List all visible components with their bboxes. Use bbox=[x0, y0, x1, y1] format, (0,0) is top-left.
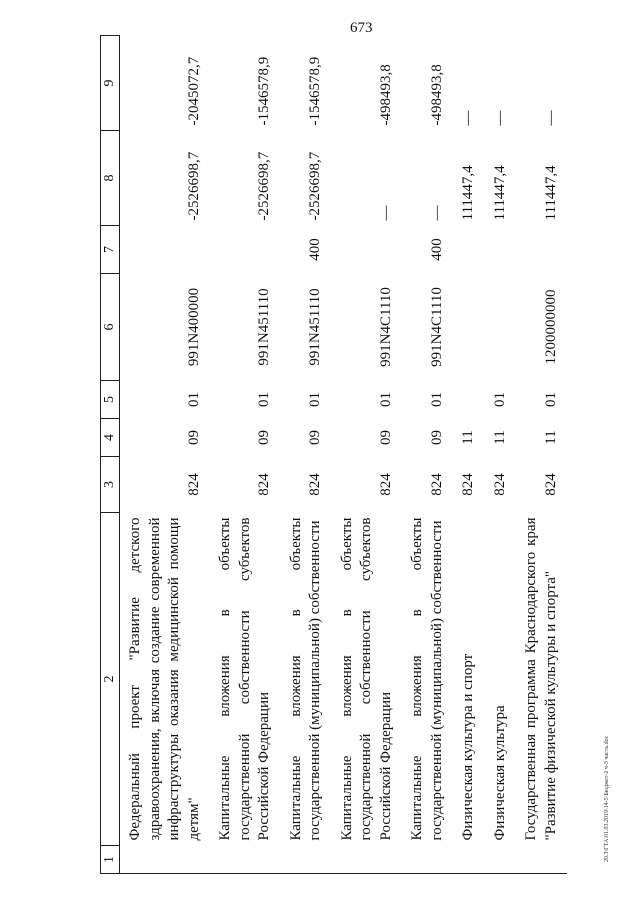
cell-ministry-code: 824 bbox=[491, 473, 508, 496]
cell-amount-9: -2045072,7 bbox=[120, 36, 211, 131]
cell-name: Физическая культура и спорт bbox=[460, 653, 477, 841]
cell-index bbox=[402, 846, 453, 874]
cell-index bbox=[453, 846, 485, 874]
cell-expense-type: 400 bbox=[307, 238, 324, 261]
cell-amount-9: -498493,8 bbox=[428, 64, 445, 126]
cell-amount-9: -1546578,9 bbox=[256, 56, 273, 126]
cell-name: Физическая культура bbox=[491, 705, 508, 841]
cell-target-article: 991N400000 bbox=[120, 274, 211, 381]
table-row bbox=[453, 36, 485, 874]
cell-expense-type bbox=[516, 226, 567, 274]
cell-section: 11 bbox=[542, 430, 559, 445]
cell-ministry-code: 824 bbox=[307, 473, 324, 496]
cell-amount-9: -498493,8 bbox=[377, 64, 394, 126]
cell-amount-8: -2526698,7 bbox=[256, 151, 273, 221]
cell-target-article bbox=[485, 274, 517, 381]
cell-name: Капитальные вложения в объекты государственной собственности субъектов Российской Федерации bbox=[217, 517, 273, 841]
cell-amount-8: 111447,4 bbox=[460, 165, 477, 221]
header-col-6: 6 bbox=[101, 274, 120, 381]
cell-section: 09 bbox=[307, 430, 324, 445]
cell-amount-9: — bbox=[542, 110, 559, 126]
cell-ministry-code: 824 bbox=[460, 473, 477, 496]
cell-section: 09 bbox=[120, 419, 211, 457]
cell-amount-8: -2526698,7 bbox=[307, 151, 324, 221]
cell-index bbox=[516, 846, 567, 874]
cell-name: Федеральный проект "Развитие детского здравоохранения, включая создание современной инфраструктуры оказания медицинской помощи детям" bbox=[120, 513, 211, 846]
cell-amount-9: — bbox=[460, 110, 477, 126]
cell-index bbox=[485, 846, 517, 874]
cell-amount-8: 111447,4 bbox=[491, 165, 508, 221]
cell-name: Капитальные вложения в объекты государственной (муниципальной) собственности bbox=[409, 517, 445, 841]
cell-subsection: 01 bbox=[491, 392, 508, 407]
cell-subsection: 01 bbox=[542, 392, 559, 407]
cell-expense-type bbox=[210, 226, 281, 274]
header-col-8: 8 bbox=[101, 131, 120, 226]
cell-target-article: 991N451110 bbox=[307, 288, 324, 366]
cell-subsection: 01 bbox=[428, 392, 445, 407]
file-path-note: 20.3\ГТА\01.03.2019\14-5\Бюджет-2 ч-3 часть.doc bbox=[604, 735, 610, 862]
budget-table bbox=[100, 35, 567, 874]
cell-section: 09 bbox=[256, 430, 273, 445]
cell-subsection bbox=[453, 381, 485, 419]
cell-target-article bbox=[453, 274, 485, 381]
header-row bbox=[101, 36, 120, 874]
header-col-2: 2 bbox=[101, 513, 120, 846]
table-row bbox=[516, 36, 567, 874]
cell-ministry-code: 824 bbox=[377, 473, 394, 496]
cell-expense-type bbox=[120, 226, 211, 274]
cell-index bbox=[281, 846, 332, 874]
cell-ministry-code: 824 bbox=[428, 473, 445, 496]
cell-ministry-code: 824 bbox=[256, 473, 273, 496]
cell-target-article: 991N4C1110 bbox=[377, 287, 394, 367]
header-col-5: 5 bbox=[101, 381, 120, 419]
header-col-9: 9 bbox=[101, 36, 120, 131]
cell-target-article: 991N451110 bbox=[256, 288, 273, 366]
table-row bbox=[485, 36, 517, 874]
cell-subsection: 01 bbox=[120, 381, 211, 419]
cell-target-article: 1200000000 bbox=[542, 289, 559, 365]
table-row bbox=[402, 36, 453, 874]
page-number: 673 bbox=[350, 20, 373, 36]
cell-expense-type bbox=[332, 226, 403, 274]
rotated-table-container bbox=[100, 36, 603, 874]
header-col-3: 3 bbox=[101, 457, 120, 513]
cell-name: Государственная программа Краснодарского края "Развитие физической культуры и спорта" bbox=[523, 517, 559, 841]
cell-amount-8: — bbox=[428, 205, 445, 221]
table-body bbox=[120, 36, 568, 874]
cell-expense-type bbox=[453, 226, 485, 274]
table-header bbox=[101, 36, 120, 874]
cell-expense-type: 400 bbox=[428, 238, 445, 261]
cell-subsection: 01 bbox=[377, 392, 394, 407]
cell-section: 09 bbox=[377, 430, 394, 445]
table-row bbox=[210, 36, 281, 874]
table-row bbox=[332, 36, 403, 874]
cell-index bbox=[120, 846, 211, 874]
cell-target-article: 991N4C1110 bbox=[428, 287, 445, 367]
cell-amount-9: -1546578,9 bbox=[307, 56, 324, 126]
cell-ministry-code: 824 bbox=[120, 457, 211, 513]
cell-index bbox=[332, 846, 403, 874]
header-col-4: 4 bbox=[101, 419, 120, 457]
cell-section: 11 bbox=[460, 430, 477, 445]
table-row bbox=[120, 36, 211, 874]
cell-section: 09 bbox=[428, 430, 445, 445]
header-col-7: 7 bbox=[101, 226, 120, 274]
cell-ministry-code: 824 bbox=[542, 473, 559, 496]
header-col-1: 1 bbox=[101, 846, 120, 874]
cell-amount-8: 111447,4 bbox=[542, 165, 559, 221]
table-row bbox=[281, 36, 332, 874]
cell-section: 11 bbox=[491, 430, 508, 445]
cell-name: Капитальные вложения в объекты государственной собственности субъектов Российской Федерации bbox=[338, 517, 394, 841]
cell-subsection: 01 bbox=[307, 392, 324, 407]
cell-amount-9: — bbox=[491, 110, 508, 126]
cell-amount-8: -2526698,7 bbox=[120, 131, 211, 226]
cell-index bbox=[210, 846, 281, 874]
cell-subsection: 01 bbox=[256, 392, 273, 407]
cell-amount-8: — bbox=[377, 205, 394, 221]
cell-name: Капитальные вложения в объекты государственной (муниципальной) собственности bbox=[287, 517, 324, 841]
cell-expense-type bbox=[485, 226, 517, 274]
